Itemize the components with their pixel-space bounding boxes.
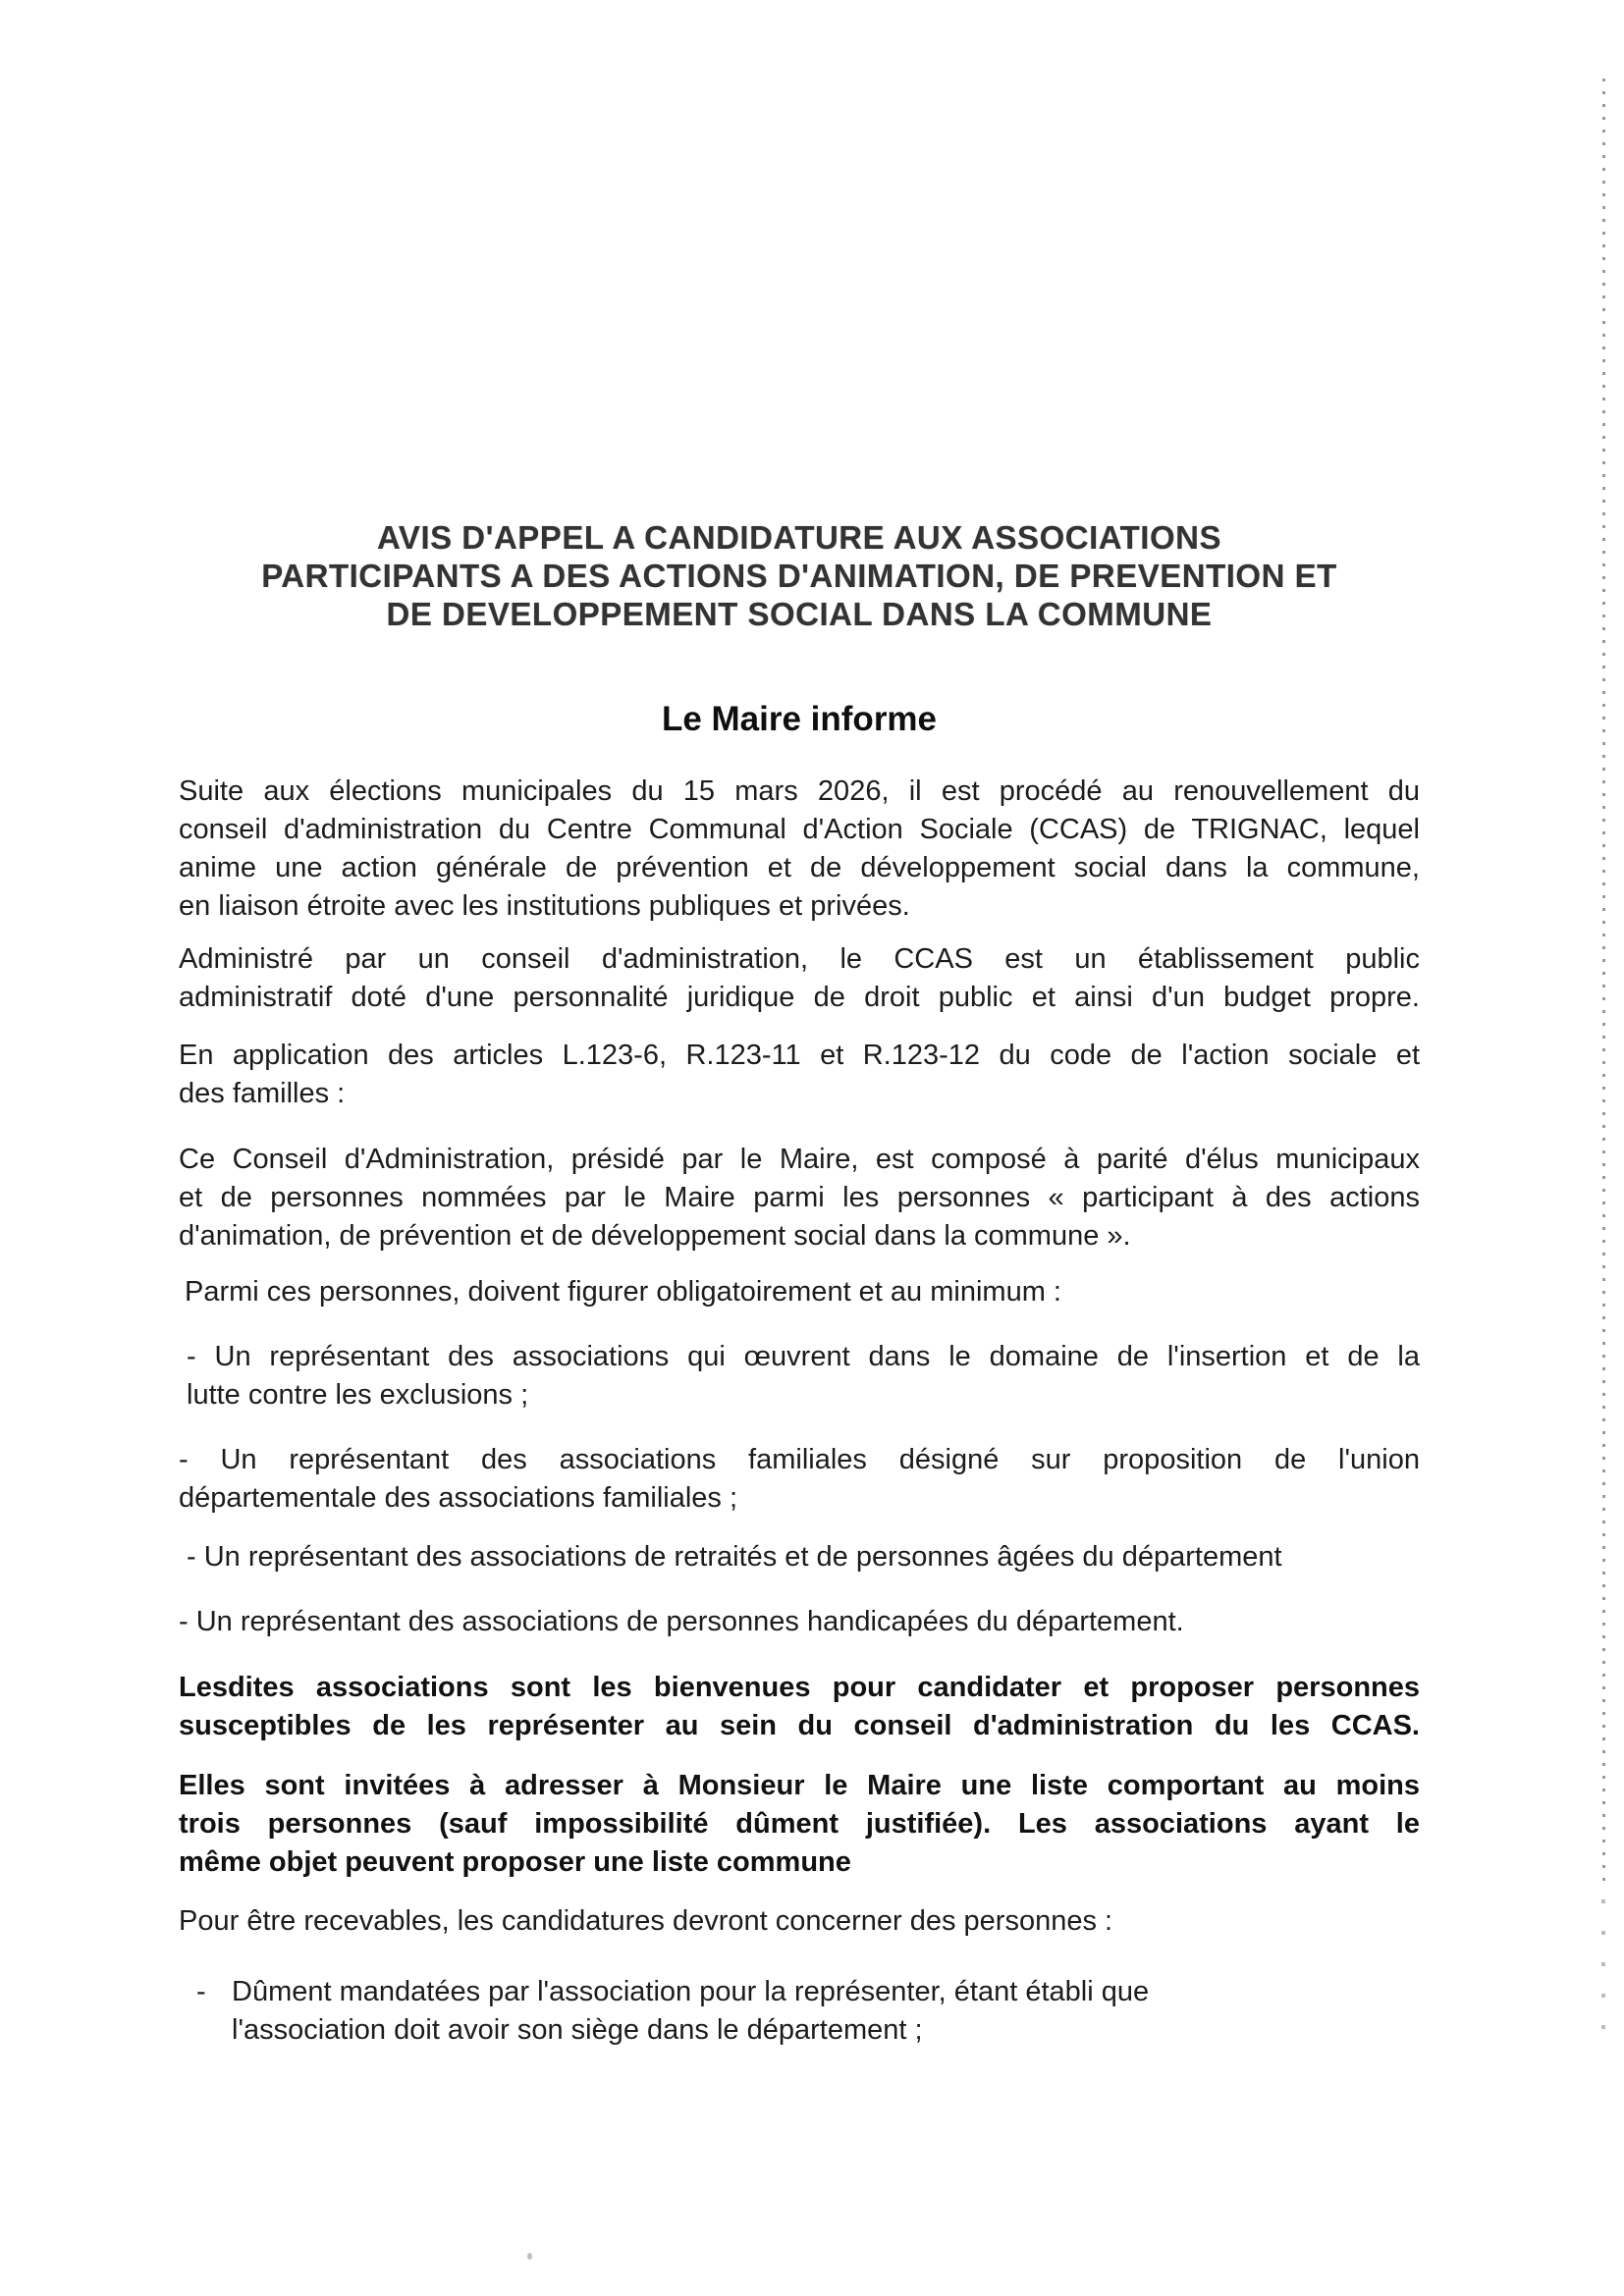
text-line: Elles sont invitées à adresser à Monsieur le Maire une liste comportant au moins (179, 1770, 1420, 1801)
dash-text (232, 1973, 1149, 2050)
text-line: conseil d'administration du Centre Communal d'Action Sociale (CCAS) de TRIGNAC, lequel (179, 814, 1420, 845)
paragraph-conseil (179, 1141, 1420, 1255)
text-line: d'animation, de prévention et de développement social dans la commune ». (179, 1220, 1131, 1252)
scan-artifact-dotted-line (1602, 79, 1605, 1890)
section-heading: Le Maire informe (661, 700, 938, 738)
text-line: Administré par un conseil d'administration, le CCAS est un établissement public (179, 943, 1420, 975)
text-line: lutte contre les exclusions ; (187, 1379, 529, 1411)
text-line: Ce Conseil d'Administration, présidé par le Maire, est composé à parité d'élus municipaux (179, 1144, 1420, 1175)
text-line: - Un représentant des associations qui œuvrent dans le domaine de l'insertion et de la (187, 1341, 1420, 1372)
text-line: Suite aux élections municipales du 15 mars 2026, il est procédé au renouvellement du (179, 775, 1420, 807)
text-line: Pour être recevables, les candidatures devront concerner des personnes : (179, 1905, 1113, 1937)
text-line: En application des articles L.123-6, R.123-11 et R.123-12 du code de l'action sociale et (179, 1040, 1420, 1071)
text-line: Parmi ces personnes, doivent figurer obligatoirement et au minimum : (185, 1276, 1061, 1308)
text-line: et de personnes nommées par le Maire parmi les personnes « participant à des actions (179, 1182, 1420, 1213)
text-line: départementale des associations familiales ; (179, 1482, 738, 1514)
paragraph-recevables (179, 1902, 1420, 1941)
text-line: susceptibles de les représenter au sein du conseil d'administration du les CCAS. (179, 1710, 1420, 1741)
paragraph-parmi (179, 1273, 1420, 1311)
paragraph-administration (179, 940, 1420, 1017)
document-title (179, 518, 1420, 633)
list-item-handicap (179, 1603, 1420, 1641)
title-line: PARTICIPANTS A DES ACTIONS D'ANIMATION, DE PREVENTION ET (261, 558, 1337, 594)
paragraph-invitation-candidater (179, 1669, 1420, 1745)
paragraph-articles (179, 1037, 1420, 1113)
text-line: même objet peuvent proposer une liste commune (179, 1846, 851, 1878)
title-line: AVIS D'APPEL A CANDIDATURE AUX ASSOCIATIONS (377, 519, 1221, 556)
list-item-mandat (196, 1973, 1420, 2050)
document-content (179, 518, 1420, 2050)
dash-marker: - (196, 1976, 206, 2007)
text-line: - Un représentant des associations de retraités et de personnes âgées du département (187, 1541, 1282, 1573)
text-line: anime une action générale de prévention et de développement social dans la commune, (179, 852, 1420, 883)
list-item-retraites (179, 1538, 1420, 1576)
text-line: - Un représentant des associations familiales désigné sur proposition de l'union (179, 1444, 1420, 1475)
text-line: administratif doté d'une personnalité juridique de droit public et ainsi d'un budget propre. (179, 982, 1420, 1013)
list-item-familiales (179, 1441, 1420, 1518)
paragraph-invitation-liste (179, 1767, 1420, 1882)
text-line: trois personnes (sauf impossibilité dûment justifiée). Les associations ayant le (179, 1808, 1420, 1840)
paragraph-elections (179, 773, 1420, 926)
text-line: l'association doit avoir son siège dans le département ; (232, 2014, 923, 2046)
text-line: Lesdites associations sont les bienvenues pour candidater et proposer personnes (179, 1672, 1420, 1703)
text-line: - Un représentant des associations de personnes handicapées du département. (179, 1606, 1184, 1637)
list-item-insertion (179, 1338, 1420, 1415)
scan-artifact-dotted-line-sparse (1601, 1899, 1605, 2047)
text-line: Dûment mandatées par l'association pour la représenter, étant établi que (232, 1976, 1150, 2007)
title-line: DE DEVELOPPEMENT SOCIAL DANS LA COMMUNE (386, 596, 1213, 632)
text-line: des familles : (179, 1078, 346, 1109)
scan-artifact-speck (527, 2253, 532, 2260)
text-line: en liaison étroite avec les institutions publiques et privées. (179, 890, 910, 922)
